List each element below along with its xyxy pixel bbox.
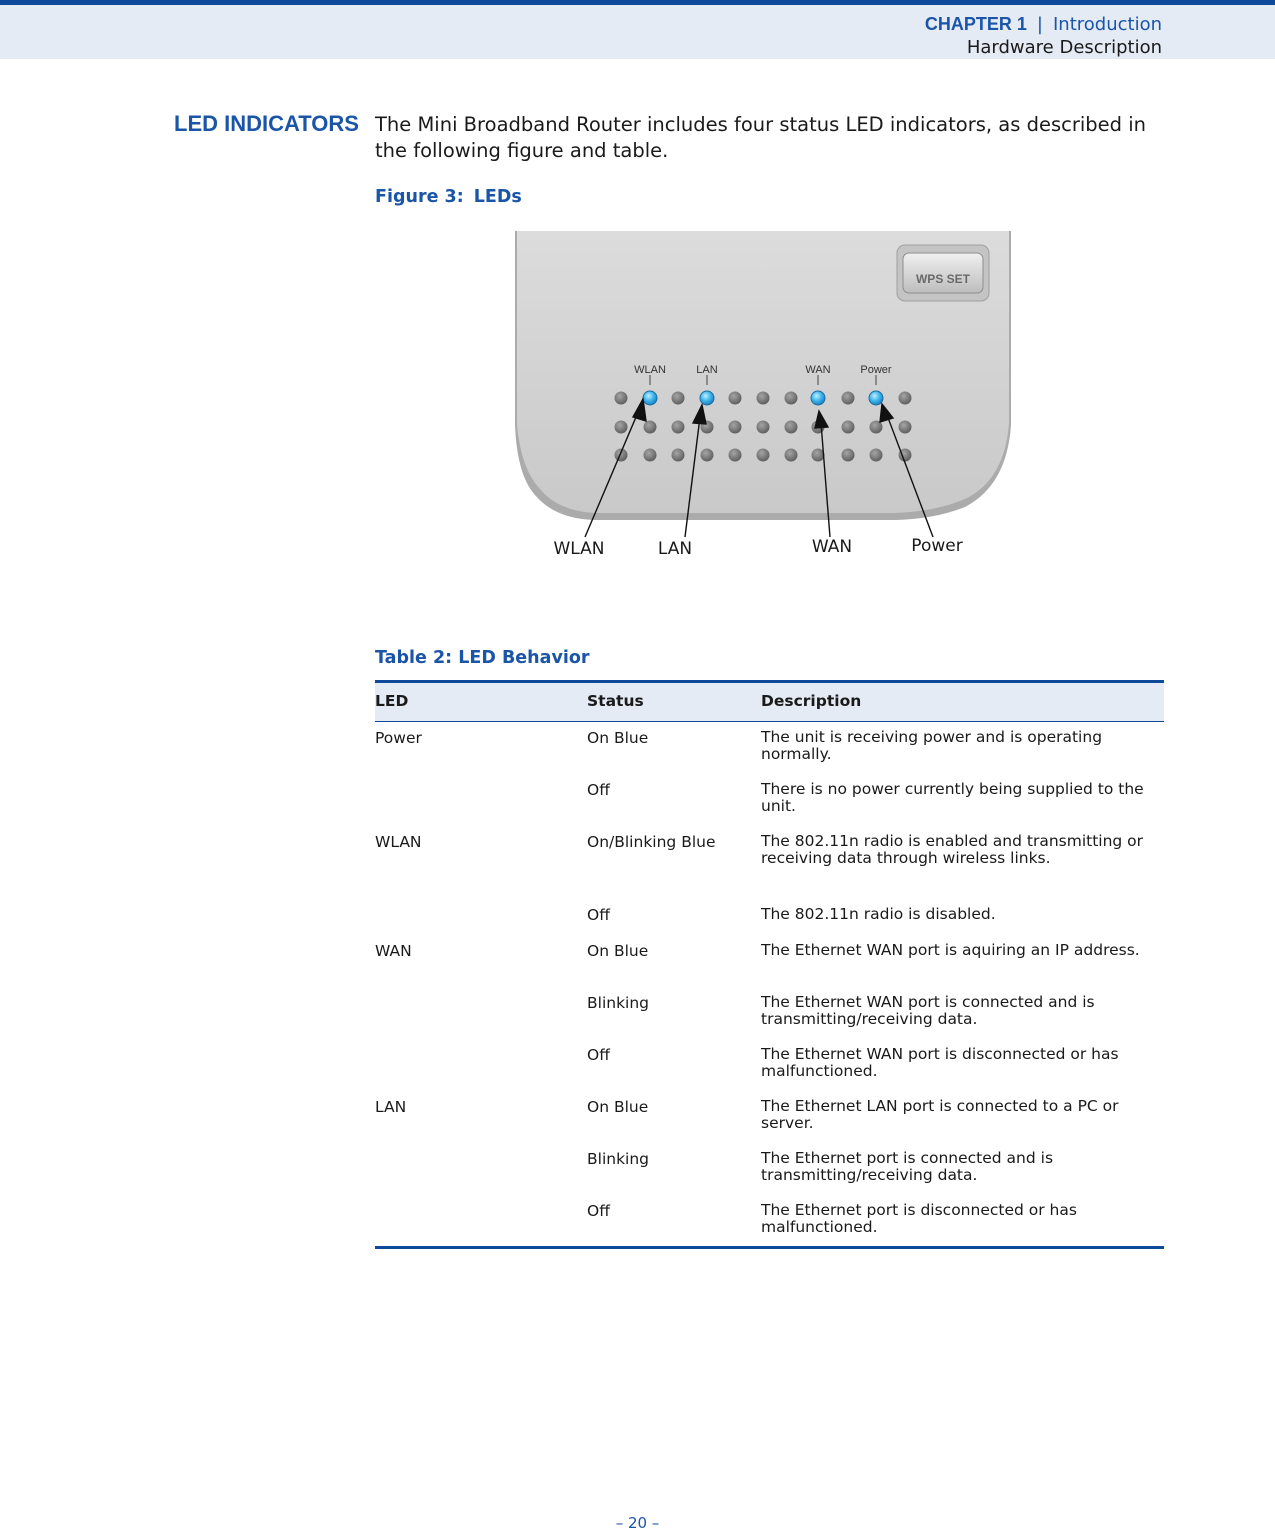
table-row bbox=[375, 1046, 1164, 1098]
cell-description: The Ethernet WAN port is aquiring an IP address. bbox=[761, 941, 1140, 959]
panel-label-lan: LAN bbox=[696, 364, 718, 376]
table-caption: Table 2: LED Behavior bbox=[375, 648, 590, 668]
cell-status: Blinking bbox=[587, 994, 650, 1012]
cell-status: Off bbox=[587, 1202, 610, 1220]
chapter-title: Introduction bbox=[1052, 14, 1162, 35]
cell-status: Off bbox=[587, 781, 610, 799]
panel-hole bbox=[899, 392, 912, 405]
cell-status: Off bbox=[587, 906, 610, 924]
cell-status: On Blue bbox=[587, 942, 649, 960]
panel-hole bbox=[644, 421, 657, 434]
cell-status: Blinking bbox=[587, 1150, 650, 1168]
callout-label-power: Power bbox=[911, 536, 963, 556]
table-row bbox=[375, 781, 1164, 833]
panel-hole bbox=[729, 392, 742, 405]
cell-led: WAN bbox=[375, 942, 412, 960]
table-header-row bbox=[375, 680, 1164, 722]
callout-label-wlan: WLAN bbox=[553, 539, 605, 559]
table-row bbox=[375, 906, 1164, 942]
callout-label-lan: LAN bbox=[657, 539, 693, 559]
intro-paragraph: The Mini Broadband Router includes four status LED indicators, as described in the following figure and table. bbox=[375, 113, 1147, 162]
panel-hole bbox=[644, 449, 657, 462]
panel-hole bbox=[785, 392, 798, 405]
figure-number: Figure 3: bbox=[375, 187, 464, 207]
page-number: – 20 – bbox=[615, 1514, 660, 1532]
figure-title: LEDs bbox=[473, 187, 522, 207]
cell-description: The unit is receiving power and is operating normally. bbox=[761, 728, 1103, 763]
cell-description: The 802.11n radio is enabled and transmitting or receiving data through wireless links. bbox=[761, 832, 1144, 867]
table-row bbox=[375, 1098, 1164, 1150]
cell-description: The Ethernet port is connected and is transmitting/receiving data. bbox=[761, 1149, 1054, 1184]
panel-hole bbox=[757, 421, 770, 434]
table-body bbox=[375, 729, 1164, 1249]
panel-hole bbox=[842, 421, 855, 434]
panel-hole bbox=[785, 421, 798, 434]
panel-hole bbox=[785, 449, 798, 462]
status-led bbox=[869, 391, 883, 405]
panel-hole bbox=[899, 421, 912, 434]
panel-hole bbox=[672, 421, 685, 434]
cell-status: On Blue bbox=[587, 1098, 649, 1116]
status-led bbox=[811, 391, 825, 405]
cell-led: Power bbox=[375, 729, 422, 747]
cell-description: The Ethernet LAN port is connected to a PC or server. bbox=[761, 1097, 1119, 1132]
header-section: Hardware Description bbox=[966, 37, 1162, 58]
panel-hole bbox=[870, 449, 883, 462]
panel-hole bbox=[729, 449, 742, 462]
section-title: LED INDICATORS bbox=[174, 111, 359, 136]
cell-description: The Ethernet port is disconnected or has malfunctioned. bbox=[761, 1201, 1077, 1236]
header-separator: | bbox=[1036, 14, 1043, 35]
cell-status: On/Blinking Blue bbox=[587, 833, 716, 851]
table-row bbox=[375, 1150, 1164, 1202]
panel-hole bbox=[672, 449, 685, 462]
panel-hole bbox=[672, 392, 685, 405]
cell-led: LAN bbox=[375, 1098, 407, 1116]
callout-label-wan: WAN bbox=[811, 537, 853, 557]
cell-status: On Blue bbox=[587, 729, 649, 747]
panel-hole bbox=[615, 421, 628, 434]
led-figure bbox=[375, 225, 1165, 600]
running-header bbox=[0, 5, 1275, 59]
cell-description: The 802.11n radio is disabled. bbox=[761, 905, 996, 923]
wps-set-label: WPS SET bbox=[915, 272, 971, 286]
panel-hole bbox=[842, 392, 855, 405]
table-row bbox=[375, 729, 1164, 781]
table-row bbox=[375, 833, 1164, 906]
table-header-led: LED bbox=[375, 692, 409, 710]
cell-status: Off bbox=[587, 1046, 610, 1064]
panel-label-wlan: WLAN bbox=[634, 364, 666, 376]
figure-caption bbox=[375, 187, 522, 207]
cell-led: WLAN bbox=[375, 833, 422, 851]
panel-hole bbox=[615, 449, 628, 462]
panel-hole bbox=[757, 449, 770, 462]
panel-hole bbox=[615, 392, 628, 405]
table-row bbox=[375, 994, 1164, 1046]
status-led bbox=[700, 391, 714, 405]
panel-hole bbox=[729, 421, 742, 434]
router-front-panel-illustration bbox=[375, 225, 1165, 600]
panel-hole bbox=[842, 449, 855, 462]
status-led bbox=[643, 391, 657, 405]
cell-description: The Ethernet WAN port is disconnected or has malfunctioned. bbox=[761, 1045, 1119, 1080]
table-row bbox=[375, 1202, 1164, 1238]
panel-hole bbox=[701, 449, 714, 462]
table-row bbox=[375, 942, 1164, 994]
header-chapter-line bbox=[925, 14, 1162, 35]
led-behavior-table bbox=[375, 680, 1164, 1249]
cell-description: The Ethernet WAN port is connected and is transmitting/receiving data. bbox=[761, 993, 1095, 1028]
table-header-description: Description bbox=[761, 692, 862, 710]
chapter-number: CHAPTER 1 bbox=[924, 14, 1027, 34]
panel-label-wan: WAN bbox=[805, 364, 831, 376]
panel-label-power: Power bbox=[860, 364, 892, 376]
cell-description: There is no power currently being supplied to the unit. bbox=[761, 780, 1144, 815]
panel-hole bbox=[757, 392, 770, 405]
table-header-status: Status bbox=[587, 692, 644, 710]
